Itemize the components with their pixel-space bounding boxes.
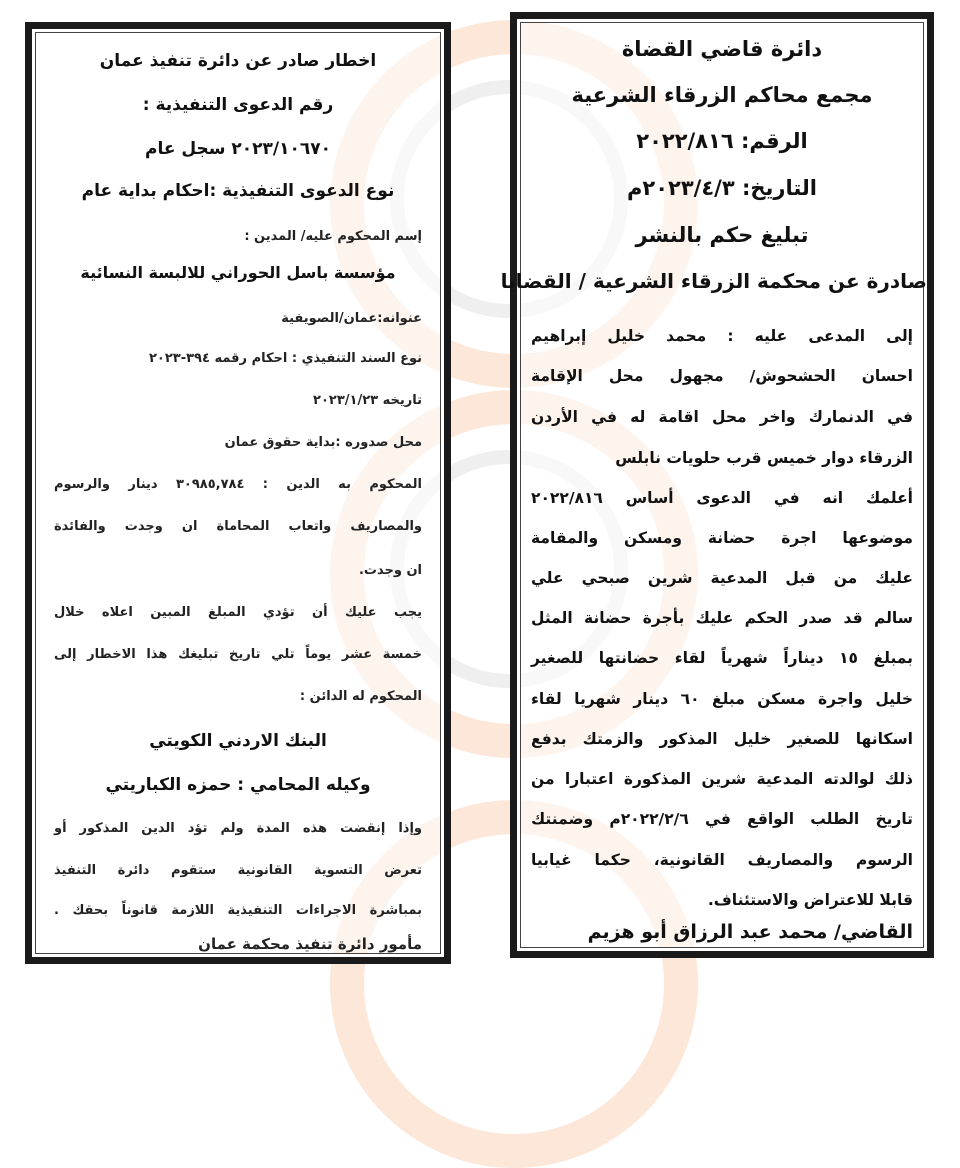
body-line: إلى المدعى عليه : محمد خليل إبراهيم	[531, 327, 913, 345]
debtor-name: مؤسسة باسل الحوراني للالبسة النسائية	[80, 263, 396, 282]
judgment-notice-box	[500, 12, 934, 958]
body-line: المحكوم به الدين : ٣٠٩٨٥,٧٨٤ دينار والرسوم	[54, 477, 422, 492]
body-line: تاريخه ٢٠٢٣/١/٢٣	[313, 393, 422, 408]
body-line: خليل واجرة مسكن مبلغ ٦٠ دينار شهريا لقاء	[531, 690, 914, 708]
closing-line: تعرض التسوية القانونية ستقوم دائرة التنفيذ	[54, 863, 422, 878]
body-line: اسكانها للصغير خليل المذكور والزمتك بدفع	[531, 730, 913, 748]
heading-number: الرقم: ٢٠٢٢/٨١٦	[636, 129, 808, 153]
body-line: بمبلغ ١٥ ديناراً شهرياً لقاء حضانتها للصغير	[531, 649, 914, 667]
body-line: نوع السند التنفيذي : احكام رقمه ٣٩٤-٢٠٢٣	[148, 351, 422, 366]
debtor-label: إسم المحكوم عليه/ المدين :	[244, 229, 422, 244]
body-line: تاريخ الطلب الواقع في ٢٠٢٢/٢/٦م وضمنتك	[531, 810, 913, 828]
heading-date: التاريخ: ٢٠٢٣/٤/٣م	[626, 176, 817, 200]
case-number: ٢٠٢٣/١٠٦٧٠ سجل عام	[144, 139, 332, 159]
closing-line: وإذا إنقضت هذه المدة ولم تؤد الدين المذكور أو	[54, 821, 422, 836]
body-line: موضوعها اجرة حضانة ومسكن والمقامة	[531, 529, 913, 547]
heading-title: تبليغ حكم بالنشر	[635, 223, 809, 247]
body-line: ذلك لوالدته المدعية شرين المذكورة اعتبارا من	[531, 770, 913, 788]
body-line: والمصاريف واتعاب المحاماة ان وجدت والفائدة	[54, 519, 422, 534]
creditor-lawyer: وكيله المحامي : حمزه الكباريتي	[105, 775, 371, 795]
body-line: ان وجدت.	[358, 563, 422, 578]
body-line: في الدنمارك واخر محل اقامة له في الأردن	[531, 408, 913, 426]
body-line: الزرقاء دوار خميس قرب حلويات نابلس	[615, 449, 913, 467]
body-line: محل صدوره :بداية حقوق عمان	[224, 435, 422, 450]
case-number-label: رقم الدعوى التنفيذية :	[142, 95, 334, 115]
execution-notice-box	[25, 22, 451, 964]
body-line: أعلمك انه في الدعوى أساس ٢٠٢٢/٨١٦	[531, 489, 913, 507]
body-line: يجب عليك أن تؤدي المبلغ المبين اعلاه خلال	[54, 605, 422, 620]
signature: مأمور دائرة تنفيذ محكمة عمان	[198, 935, 422, 953]
body-line: المحكوم له الدائن :	[299, 689, 422, 704]
judge-signature: القاضي/ محمد عبد الرزاق أبو هزيم	[587, 921, 913, 943]
body-line: قابلا للاعتراض والاستئناف.	[707, 891, 913, 909]
creditor-name: البنك الاردني الكويتي	[149, 731, 327, 751]
body-line: خمسة عشر يوماً تلي تاريخ تبليغك هذا الاخطار إلى	[54, 647, 422, 662]
notice-heading: اخطار صادر عن دائرة تنفيذ عمان	[99, 51, 377, 71]
body-line: عليك من قبل المدعية شرين صبحي علي	[531, 569, 913, 587]
body-line: سالم قد صدر الحكم عليك بأجرة حضانة المثل	[531, 609, 913, 627]
body-line: احسان الحشحوش/ مجهول محل الإقامة	[531, 367, 913, 385]
heading-court-complex: مجمع محاكم الزرقاء الشرعية	[571, 83, 873, 107]
closing-line: بمباشرة الاجراءات التنفيذية اللازمة قانوناً بحقك .	[54, 903, 422, 918]
heading-issuer: صادرة عن محكمة الزرقاء الشرعية / القضايا	[500, 269, 927, 293]
body-line: الرسوم والمصاريف القانونية، حكما غيابيا	[531, 851, 913, 869]
case-type: نوع الدعوى التنفيذية :احكام بداية عام	[81, 181, 395, 201]
heading-department: دائرة قاضي القضاة	[621, 37, 823, 61]
body-line: عنوانه:عمان/الصويفية	[281, 311, 422, 326]
